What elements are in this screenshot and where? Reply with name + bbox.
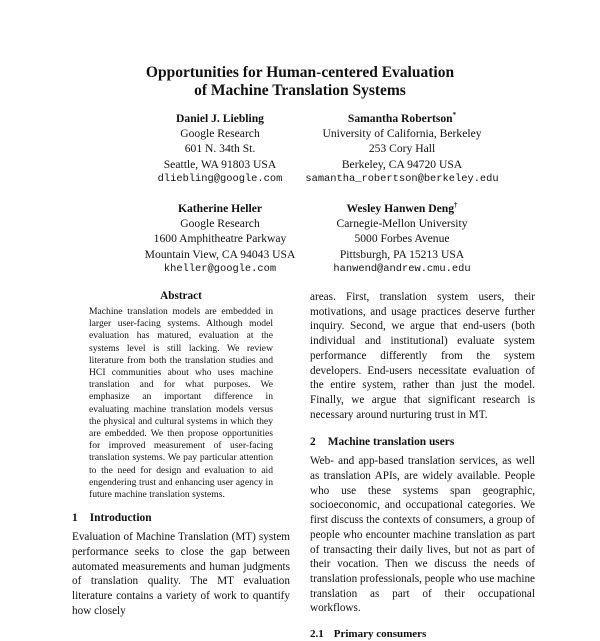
author-email[interactable]: kheller@google.com xyxy=(163,262,277,275)
author-affiliation: Carnegie-Mellon University xyxy=(336,217,468,231)
author-address-line: 1600 Amphitheatre Parkway xyxy=(153,232,287,246)
title-line-1: Opportunities for Human-centered Evaluation xyxy=(145,64,455,81)
author-address-line: 601 N. 34th St. xyxy=(184,142,256,156)
author-affiliation: University of California, Berkeley xyxy=(322,127,482,141)
abstract-text: Machine translation models are embedded in larger user-facing systems. Although model evaluation has matured, evaluation at the systems level is still lacking. We review literature from both the translation studies and HCI communities about who uses machine translation and for what purposes. We emphasize an important difference in evaluating machine translation models versus the physical and cultural systems in which they are embedded. We then propose opportunities for improved measurement of user-facing translation systems. We pay particular attention to the need for design and evaluation to aid engendering trust and enhancing user agency in future machine translation systems. xyxy=(89,306,273,501)
author-address-line: Mountain View, CA 94043 USA xyxy=(144,247,296,261)
author-name: Samantha Robertson* xyxy=(347,111,457,125)
author-block-robertson xyxy=(277,111,527,187)
author-email[interactable]: samantha_robertson@berkeley.edu xyxy=(305,172,499,185)
subsection-heading-primary-consumers xyxy=(310,627,535,641)
subsection-number: 2.1 xyxy=(310,628,324,641)
author-address-line: Seattle, WA 91803 USA xyxy=(163,157,277,171)
author-affiliation: Google Research xyxy=(180,127,260,141)
author-affiliation: Google Research xyxy=(180,217,260,231)
author-address-line: 253 Cory Hall xyxy=(368,142,436,156)
section-title: Machine translation users xyxy=(327,436,455,449)
author-email[interactable]: dliebling@google.com xyxy=(157,172,283,185)
left-column xyxy=(72,290,290,618)
author-name: Wesley Hanwen Deng† xyxy=(346,201,458,215)
section-number: 2 xyxy=(310,436,316,449)
users-paragraph: Web- and app-based translation services, as well as translation APIs, are widely available. People who use these systems span geographic, socioeconomic, and occupational categories. We first discuss the contexts of consumers, a group of people who encounter machine translation as part of transacting their daily lives, but not as part of their vocation. Then we discuss the needs of translation professionals, people who use machine translation as part of their occupational workflows. xyxy=(310,455,535,615)
author-email[interactable]: hanwend@andrew.cmu.edu xyxy=(333,262,471,275)
author-address-line: 5000 Forbes Avenue xyxy=(354,232,450,246)
author-name: Daniel J. Liebling xyxy=(176,112,264,125)
section-heading-users xyxy=(310,435,535,449)
right-column xyxy=(310,290,535,641)
author-address-line: Pittsburgh, PA 15213 USA xyxy=(339,247,465,261)
intro-continued-paragraph: areas. First, translation system users, their motivations, and usage practices deserve further inquiry. Second, we argue that end-users (both individual and institutional) evaluate system performance differently from the system developers. End-users necessitate evaluation of the entire system, rather than just the model. Finally, we argue that significant research is necessary around nurturing trust in MT. xyxy=(310,291,535,421)
section-heading-introduction xyxy=(72,511,290,525)
author-name: Katherine Heller xyxy=(177,202,263,215)
title-line-2: of Machine Translation Systems xyxy=(194,82,406,99)
abstract-heading: Abstract xyxy=(160,290,202,302)
section-title: Introduction xyxy=(89,512,152,525)
author-address-line: Berkeley, CA 94720 USA xyxy=(341,157,463,171)
author-block-deng xyxy=(277,201,527,277)
section-number: 1 xyxy=(72,512,78,525)
subsection-title: Primary consumers xyxy=(333,628,427,641)
paper-title xyxy=(0,64,600,100)
introduction-paragraph: Evaluation of Machine Translation (MT) system performance seeks to close the gap between automated measurements and human judgments of translation quality. The MT evaluation literature contains a variety of work to quantify how closely xyxy=(72,531,290,617)
